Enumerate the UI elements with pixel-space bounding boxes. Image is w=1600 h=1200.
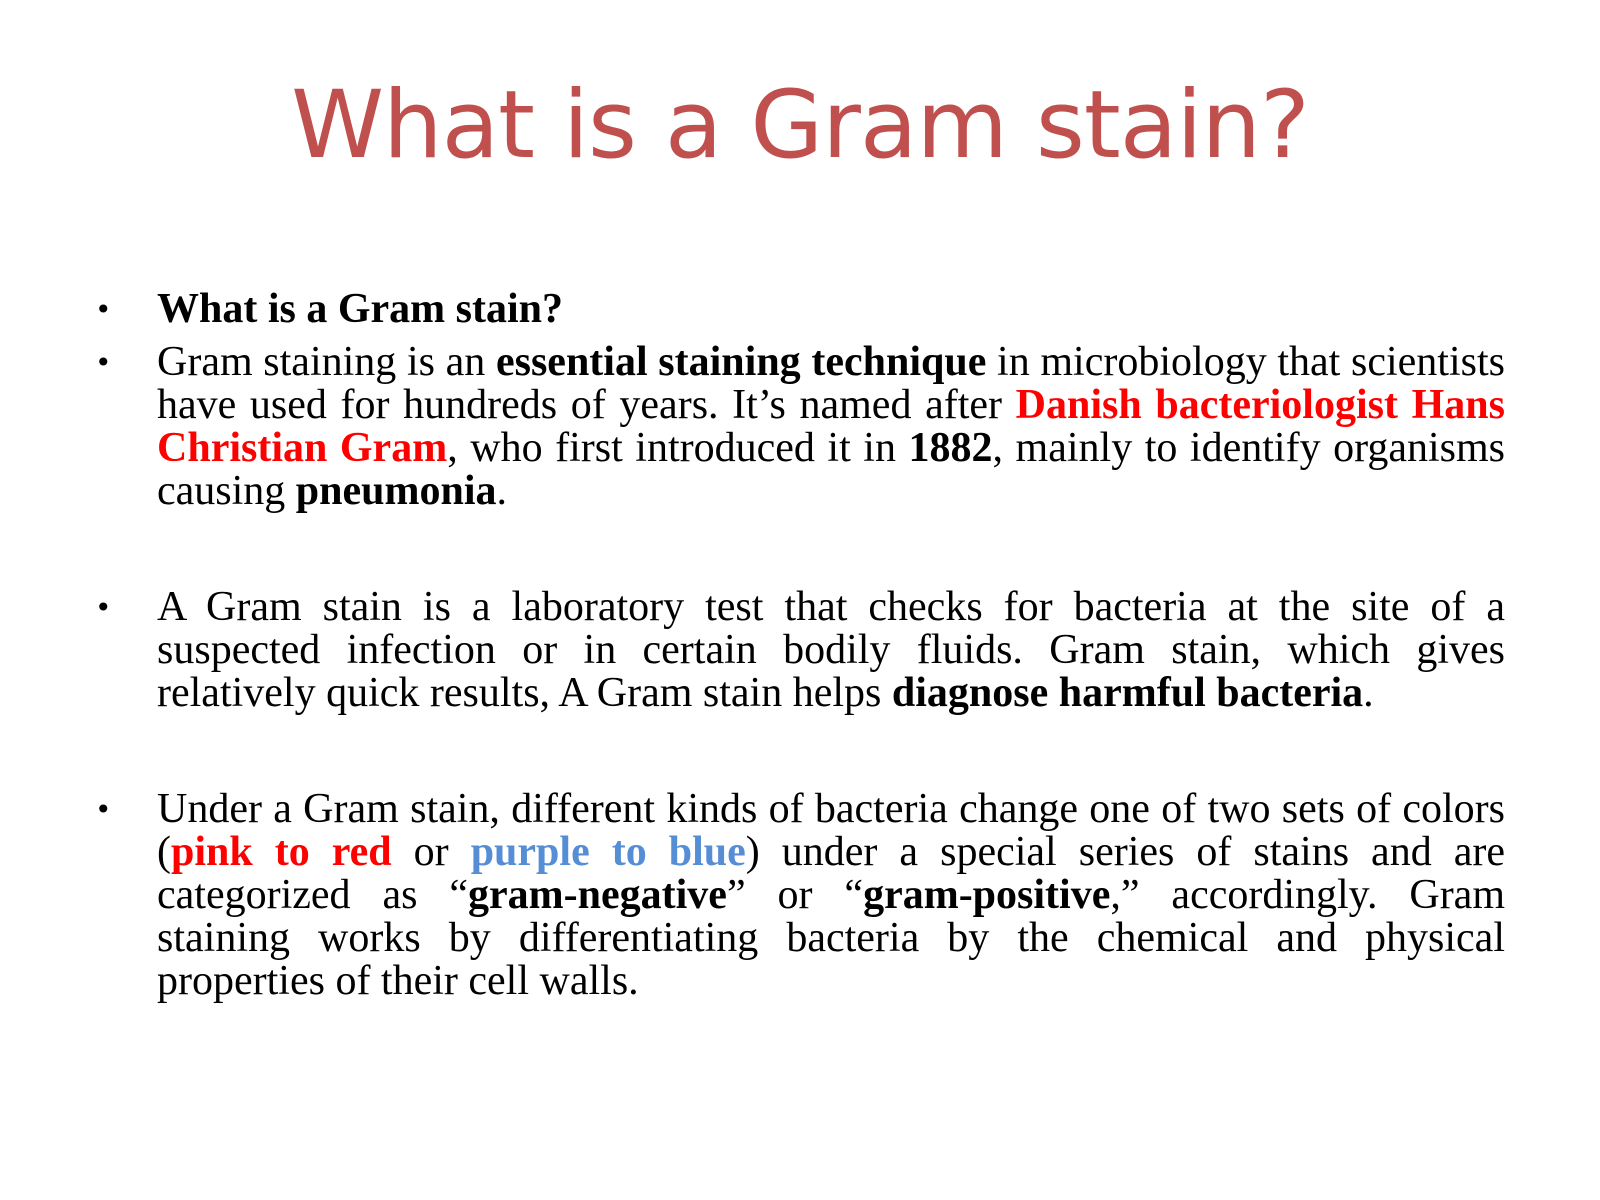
bullet-text: ” or “ <box>726 872 864 918</box>
bullet-text: . <box>496 468 508 514</box>
emphasis-text: diagnose harmful bacteria <box>891 670 1364 716</box>
slide-title: What is a Gram stain? <box>291 71 1309 180</box>
bullet-text: . <box>1363 670 1374 716</box>
highlight-red-text: Danish bacteriologist Hans Christian Gram <box>157 382 1505 471</box>
bullet-text: , mainly to identify organisms causing <box>157 425 1506 514</box>
bullet-item-heading <box>95 288 1505 331</box>
bullet-text: in microbiology that scientists have used for hundreds of years. It’s named after <box>157 339 1506 428</box>
bullet-text: ) under a special series of stains and are categorized as “ <box>157 829 1505 918</box>
emphasis-text: essential staining technique <box>495 339 987 385</box>
bullet-dot-icon: • <box>95 793 112 826</box>
bullet-dot-icon: • <box>95 346 112 379</box>
bullet-text: , who first introduced it in <box>447 425 909 471</box>
bullet-text: or <box>391 829 471 875</box>
bullet-dot-icon: • <box>95 293 112 326</box>
bullet-list <box>95 288 1505 1003</box>
bullet-dot-icon: • <box>95 591 112 624</box>
highlight-blue-text: purple to blue <box>470 829 746 875</box>
bullet-item-definition <box>95 586 1505 715</box>
bullet-text: Gram staining is an <box>157 339 496 385</box>
bullet-item-colors <box>95 788 1505 1003</box>
bullet-text: A Gram stain is a laboratory test that checks for bacteria at the site of a suspected infection or in certain bodily fluids. Gram stain, which gives relatively quick results, A Gram stain helps <box>157 584 1505 716</box>
bullet-text: ,” accordingly. Gram staining works by differentiating bacteria by the chemical and physical properties of their cell walls. <box>157 872 1505 1004</box>
emphasis-text: pneumonia <box>295 468 497 514</box>
bullet-heading-text: What is a Gram stain? <box>157 286 564 332</box>
highlight-red-text: pink to red <box>171 829 392 875</box>
bullet-text: Under a Gram stain, different kinds of bacteria change one of two sets of colors ( <box>157 786 1505 875</box>
emphasis-text: gram-positive <box>863 872 1111 918</box>
emphasis-year: 1882 <box>908 425 993 471</box>
bullet-item-history <box>95 341 1505 513</box>
emphasis-text: gram-negative <box>468 872 727 918</box>
